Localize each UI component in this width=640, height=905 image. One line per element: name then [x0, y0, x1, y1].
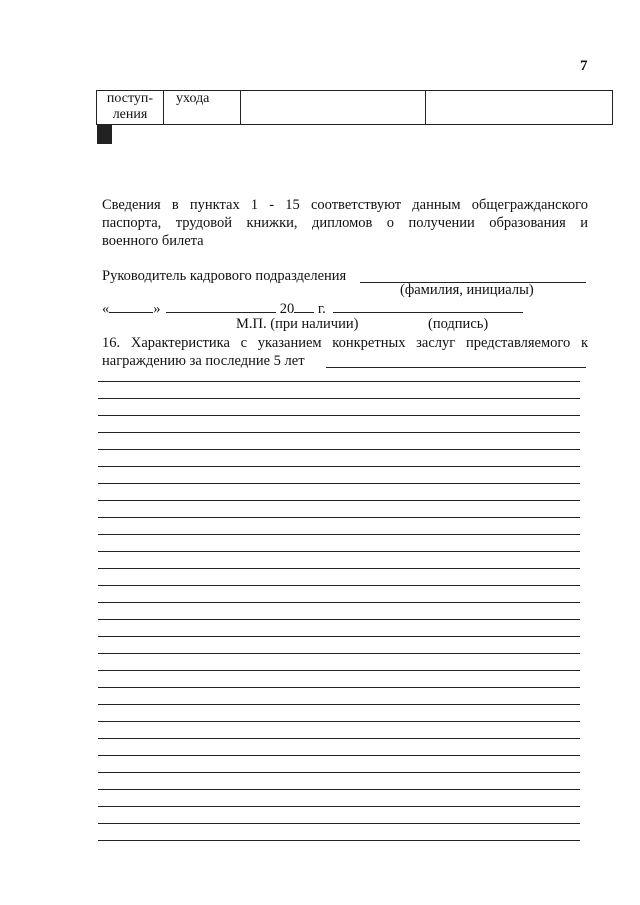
table-cell-departure — [164, 91, 241, 125]
note-paragraph — [102, 196, 588, 250]
header-admission-line2: ления — [112, 107, 148, 122]
characteristic-line[interactable] — [98, 789, 580, 790]
characteristic-line[interactable] — [98, 704, 580, 705]
table-cell-admission — [97, 91, 164, 125]
date-row — [102, 298, 523, 318]
seal-hint: М.П. (при наличии) — [236, 316, 359, 332]
employment-table — [96, 90, 613, 145]
characteristic-line[interactable] — [98, 806, 580, 807]
characteristic-line[interactable] — [98, 449, 580, 450]
characteristic-line[interactable] — [98, 738, 580, 739]
characteristic-line[interactable] — [98, 602, 580, 603]
note-line-1: Сведения в пунктах 1 - 15 соответствуют данным общегражданского — [102, 197, 588, 213]
characteristic-line[interactable] — [98, 551, 580, 552]
day-field[interactable] — [109, 298, 153, 313]
header-departure: ухода — [176, 91, 210, 106]
characteristic-line[interactable] — [98, 568, 580, 569]
signature-field[interactable] — [333, 298, 523, 313]
characteristic-line[interactable] — [98, 483, 580, 484]
characteristic-line-first[interactable] — [326, 367, 586, 368]
hr-head-label: Руководитель кадрового подразделения — [102, 268, 347, 284]
characteristic-line[interactable] — [98, 432, 580, 433]
year-field[interactable] — [294, 298, 314, 313]
characteristic-line[interactable] — [98, 840, 580, 841]
characteristic-line[interactable] — [98, 585, 580, 586]
note-line-2: паспорта, трудовой книжки, дипломов о получении образования и — [102, 215, 588, 231]
table-row — [97, 91, 613, 125]
table-cell[interactable] — [241, 91, 426, 125]
characteristic-line[interactable] — [98, 823, 580, 824]
characteristic-line[interactable] — [98, 500, 580, 501]
characteristic-line[interactable] — [98, 517, 580, 518]
table-cell[interactable] — [426, 91, 613, 125]
characteristic-line[interactable] — [98, 670, 580, 671]
item-16-heading — [102, 334, 588, 370]
page-number: 7 — [580, 58, 588, 74]
year-prefix: 20 — [279, 301, 295, 317]
date-close-quote: » — [153, 301, 161, 317]
characteristic-line[interactable] — [98, 772, 580, 773]
characteristic-line[interactable] — [98, 755, 580, 756]
header-admission-line1: поступ- — [106, 91, 154, 106]
date-open-quote: « — [102, 301, 110, 317]
characteristic-line[interactable] — [98, 687, 580, 688]
characteristic-line[interactable] — [98, 619, 580, 620]
characteristic-line[interactable] — [98, 466, 580, 467]
signature-hint: (подпись) — [428, 316, 489, 332]
item-16-line-2-text: награждению за последние 5 лет — [102, 353, 305, 369]
month-field[interactable] — [166, 298, 276, 313]
characteristic-line[interactable] — [98, 415, 580, 416]
characteristic-line[interactable] — [98, 381, 580, 382]
table-cell[interactable] — [110, 126, 111, 144]
note-line-3: военного билета — [102, 233, 204, 249]
characteristic-line[interactable] — [98, 398, 580, 399]
table-row — [107, 125, 112, 140]
characteristic-line[interactable] — [98, 636, 580, 637]
year-suffix: г. — [317, 301, 326, 317]
characteristic-line[interactable] — [98, 721, 580, 722]
item-16-line-1: 16. Характеристика с указанием конкретных заслуг представляемого к — [102, 335, 588, 351]
characteristic-line[interactable] — [98, 653, 580, 654]
characteristic-line[interactable] — [98, 534, 580, 535]
name-hint: (фамилия, инициалы) — [400, 282, 534, 298]
